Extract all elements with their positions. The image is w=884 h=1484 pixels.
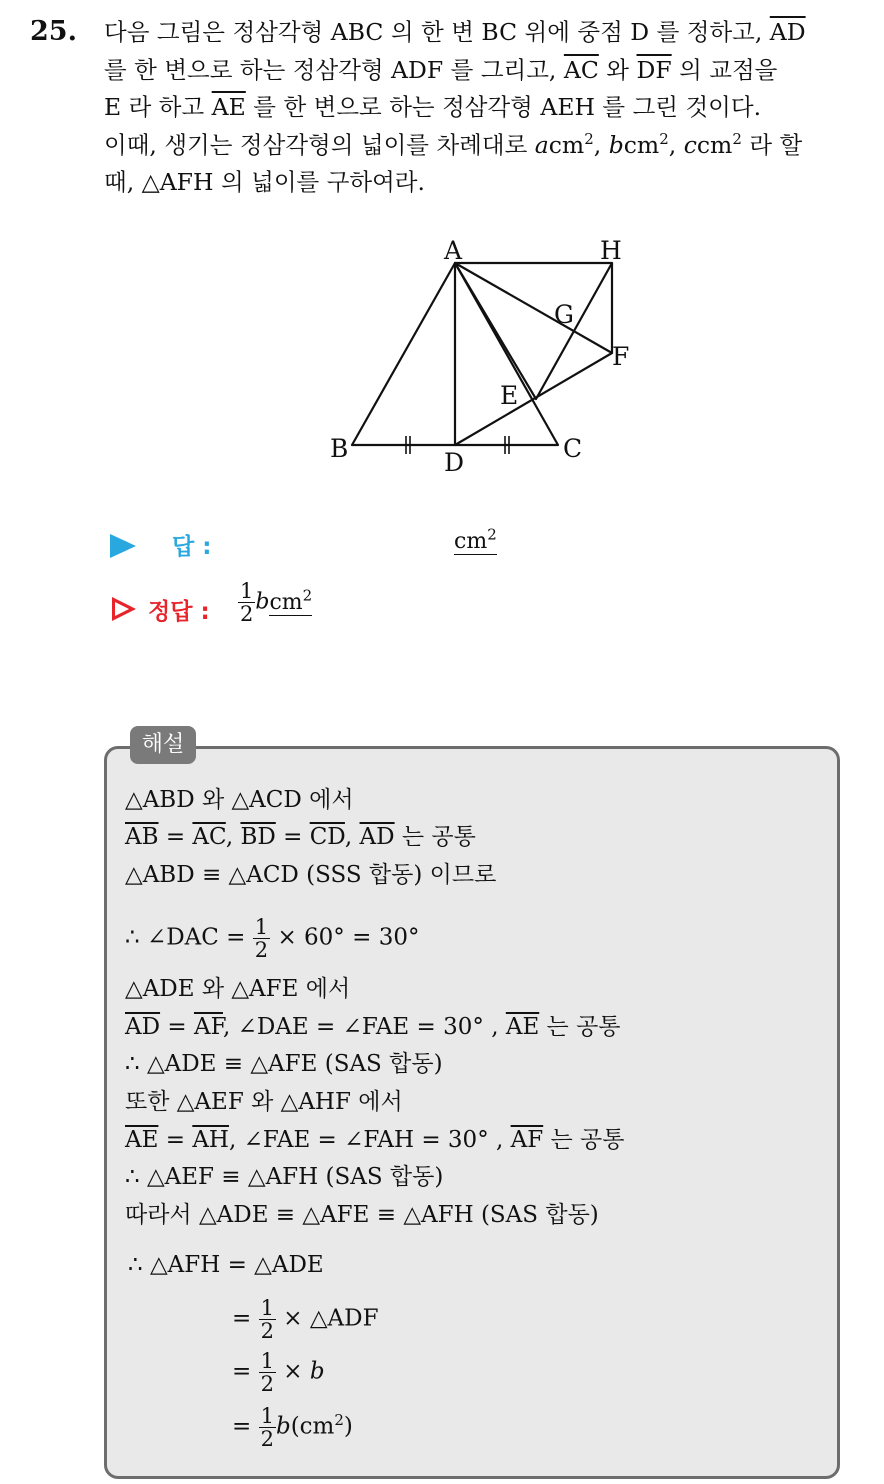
solution-line: $\overline{AD} = \overline{AF}$, ∠DAE = ∠FAE = 30° , $\overline{AE}$ 는 공통 bbox=[125, 1014, 621, 1040]
answer-marker-icon bbox=[110, 534, 136, 558]
label-g: G bbox=[554, 300, 574, 329]
question-line: 때, △AFH 의 넓이를 구하여라. bbox=[104, 168, 425, 196]
solution-line: 또한 △AEF 와 △AHF 에서 bbox=[125, 1089, 403, 1115]
solution-line: △ABD 와 △ACD 에서 bbox=[125, 787, 354, 813]
answer-label: 답 : bbox=[172, 534, 212, 560]
solution-tag: 해설 bbox=[130, 726, 196, 764]
triangle-adf bbox=[455, 263, 612, 445]
question-text bbox=[104, 14, 864, 202]
question-line: 를 한 변으로 하는 정삼각형 ADF 를 그리고, $\overline{AC}$ 와 $\overline{DF}$ 의 교점을 bbox=[104, 55, 778, 84]
triangle-aeh bbox=[455, 263, 612, 399]
solution-line: = $\frac{1}{2}$ $b(cm^2)$ bbox=[232, 1404, 353, 1451]
solution-line: = $\frac{1}{2}$ × b bbox=[232, 1349, 325, 1396]
correct-answer-label: 정답 : bbox=[148, 599, 210, 625]
question-line: 이때, 생기는 정삼각형의 넓이를 차례대로 acm$^2$, bcm$^2$, ccm$^2$ 라 할 bbox=[104, 129, 803, 159]
answer-unit: $cm^2$ bbox=[454, 525, 497, 554]
label-f: F bbox=[612, 342, 630, 371]
solution-line: △ADE 와 △AFE 에서 bbox=[125, 976, 351, 1002]
solution-line: = $\frac{1}{2}$ × △ADF bbox=[232, 1296, 379, 1343]
solution-line: 따라서 △ADE ≡ △AFE ≡ △AFH (SAS 합동) bbox=[125, 1202, 599, 1228]
question-line: 다음 그림은 정삼각형 ABC 의 한 변 BC 위에 중점 D 를 정하고, $\overline{AD}$ bbox=[104, 18, 806, 46]
label-a: A bbox=[444, 236, 463, 265]
correct-answer-value: $\frac{1}{2}$ bcm$^2$ bbox=[240, 579, 313, 626]
solution-line: ∴ ∠DAC = $\frac{1}{2}$ × 60° = 30° bbox=[125, 915, 420, 962]
question-line: E 라 하고 $\overline{AE}$ 를 한 변으로 하는 정삼각형 AEH 를 그린 것이다. bbox=[104, 93, 762, 121]
label-e: E bbox=[500, 381, 519, 410]
solution-line: $\overline{AE} = \overline{AH}$, ∠FAE = ∠FAH = 30° , $\overline{AF}$ 는 공통 bbox=[125, 1127, 625, 1153]
label-d: D bbox=[444, 448, 465, 477]
question-number: 25. bbox=[30, 16, 77, 47]
label-b: B bbox=[330, 434, 349, 463]
solution-line: ∴ △ADE ≡ △AFE (SAS 합동) bbox=[125, 1051, 443, 1077]
solution-line: ∴ △AFH = △ADE bbox=[128, 1252, 324, 1278]
solution-line: $\overline{AB} = \overline{AC}$, $\overline{BD} = \overline{CD}$, $\overline{AD}$ 는 공통 bbox=[125, 824, 476, 850]
solution-line: ∴ △AEF ≡ △AFH (SAS 합동) bbox=[125, 1164, 444, 1190]
label-c: C bbox=[563, 434, 583, 463]
label-h: H bbox=[600, 236, 622, 265]
solution-line: △ABD ≡ △ACD (SSS 합동) 이므로 bbox=[125, 862, 497, 888]
geometry-figure bbox=[300, 225, 660, 485]
